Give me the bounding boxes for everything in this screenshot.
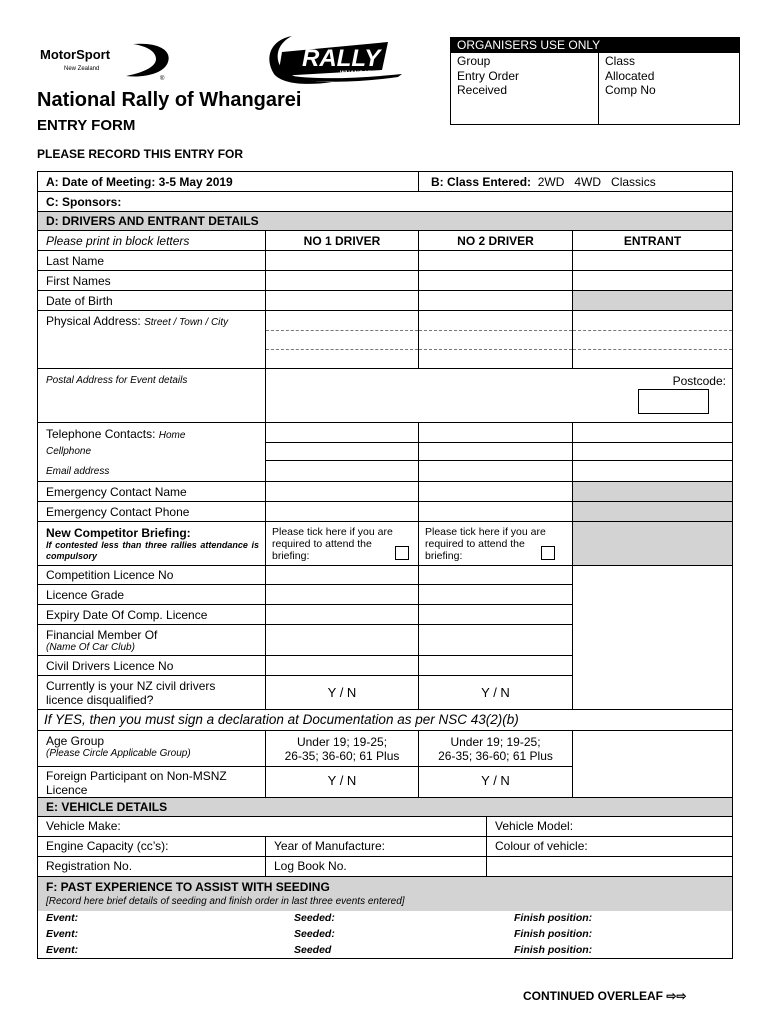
age-options-line1-driver1[interactable]: Under 19; 19-25; (296, 735, 388, 749)
expiry-driver1-field[interactable] (266, 605, 419, 625)
briefing-tick-text-driver1: Please tick here if you are required to attend the briefing: (272, 526, 393, 562)
section-d-heading: D: DRIVERS AND ENTRANT DETAILS (38, 212, 732, 231)
emergency-phone-entrant-greyed (573, 502, 732, 522)
engine-capacity-field[interactable] (38, 837, 266, 857)
logbook-label: Log Book No. (274, 859, 347, 873)
last-name-driver2-field[interactable] (419, 251, 573, 271)
foreign-yn-driver1[interactable]: Y / N (327, 773, 357, 788)
age-options-line1-driver2[interactable]: Under 19; 19-25; (450, 735, 541, 749)
year-label: Year of Manufacture: (274, 839, 385, 853)
date-of-meeting-label: A: Date of Meeting: 3-5 May 2019 (46, 175, 233, 189)
first-names-driver2-field[interactable] (419, 271, 573, 291)
disqualified-yn-driver2[interactable]: Y / N (481, 685, 510, 700)
section-f-heading: F: PAST EXPERIENCE TO ASSIST WITH SEEDING (46, 880, 330, 894)
phone-home-entrant-field[interactable] (573, 423, 732, 443)
email-entrant-field[interactable] (573, 461, 732, 482)
dob-entrant-greyed (573, 291, 732, 311)
civil-licence-driver1-field[interactable] (266, 656, 419, 676)
postcode-label: Postcode: (672, 374, 726, 388)
financial-member-driver1-field[interactable] (266, 625, 419, 656)
colour-field[interactable] (487, 837, 732, 857)
briefing-entrant-greyed (573, 522, 732, 566)
finish-label-1: Finish position: (514, 912, 593, 924)
colour-label: Colour of vehicle: (495, 839, 588, 853)
emergency-phone-driver1-field[interactable] (266, 502, 419, 522)
civil-licence-driver2-field[interactable] (419, 656, 573, 676)
org-comp-no-label: Comp No (605, 83, 656, 97)
email-driver2-field[interactable] (419, 461, 573, 482)
row-emergency-phone (38, 502, 732, 522)
address-driver1-field[interactable] (266, 311, 419, 369)
row-telephone-home (38, 423, 732, 443)
registered-mark: ® (160, 76, 165, 82)
org-entry-order-label: Entry Order (457, 68, 520, 83)
sponsors-label: C: Sponsors: (46, 195, 122, 209)
phone-home-driver1-field[interactable] (266, 423, 419, 443)
motorsport-logo-subtext: New Zealand (64, 66, 100, 72)
licence-grade-label: Licence Grade (46, 588, 125, 602)
row-licence-expiry (38, 605, 732, 625)
past-experience-rows[interactable] (38, 911, 732, 959)
org-received-label: Received (457, 83, 508, 97)
event-label-2: Event: (46, 928, 79, 940)
row-briefing (38, 522, 732, 566)
entry-form-table (37, 171, 733, 959)
organisers-left-fields (457, 54, 519, 98)
row-financial-member (38, 625, 732, 656)
dob-driver2-field[interactable] (419, 291, 573, 311)
last-name-driver1-field[interactable] (266, 251, 419, 271)
col-entrant: ENTRANT (623, 234, 682, 248)
row-licence-grade (38, 585, 732, 605)
registration-label: Registration No. (46, 859, 133, 873)
finish-label-3: Finish position: (514, 944, 593, 956)
row-emergency-name (38, 482, 732, 502)
row-postal-address (38, 369, 732, 423)
organisers-heading: ORGANISERS USE ONLY (451, 38, 739, 53)
home-label: Home (158, 430, 186, 441)
emergency-name-label: Emergency Contact Name (46, 485, 187, 499)
entry-instruction: PLEASE RECORD THIS ENTRY FOR (37, 147, 244, 161)
age-group-hint: (Please Circle Applicable Group) (46, 748, 191, 759)
expiry-label: Expiry Date Of Comp. Licence (46, 608, 208, 622)
seeded-label-1: Seeded: (294, 912, 335, 924)
licence-grade-driver2-field[interactable] (419, 585, 573, 605)
emergency-name-driver2-field[interactable] (419, 482, 573, 502)
rally-logo-subtext: WHANGAREI (340, 71, 378, 77)
col-no2-driver: NO 2 DRIVER (457, 234, 534, 248)
col-no1-driver: NO 1 DRIVER (303, 234, 381, 248)
vehicle-make-field[interactable] (38, 817, 487, 837)
cellphone-entrant-field[interactable] (573, 443, 732, 461)
telephone-label: Telephone Contacts: (46, 427, 156, 441)
motorsport-logo-text: MotorSport (40, 47, 111, 62)
row-column-headers (38, 231, 732, 251)
last-name-label: Last Name (46, 254, 105, 268)
sponsors-cell[interactable] (38, 192, 732, 212)
class-options[interactable]: 2WD 4WD Classics (537, 175, 656, 189)
form-subtitle: ENTRY FORM (37, 117, 136, 134)
seeded-label-3: Seeded (294, 944, 332, 956)
age-options-line2-driver2[interactable]: 26-35; 36-60; 61 Plus (438, 749, 553, 763)
section-f-note: [Record here brief details of seeding and finish order in last three events entered] (46, 896, 405, 907)
row-vehicle-make (38, 817, 732, 837)
postal-address-label: Postal Address for Event details (46, 375, 188, 386)
briefing-checkbox-driver2[interactable] (541, 546, 555, 560)
row-email (38, 461, 732, 482)
licence-no-label: Competition Licence No (46, 568, 174, 582)
row-sponsors[interactable] (38, 192, 732, 212)
licence-grade-driver1-field[interactable] (266, 585, 419, 605)
age-group-driver2[interactable] (419, 731, 573, 767)
date-of-meeting-cell (38, 172, 419, 192)
registration-field[interactable] (38, 857, 266, 877)
cellphone-driver2-field[interactable] (419, 443, 573, 461)
postal-address-field[interactable] (266, 369, 732, 423)
row-engine-year-colour (38, 837, 732, 857)
vehicle-model-label: Vehicle Model: (495, 819, 574, 833)
rally-logo-text: RALLY (302, 45, 381, 72)
motorsport-nz-logo (38, 40, 173, 82)
first-names-driver1-field[interactable] (266, 271, 419, 291)
row-disqualified (38, 676, 732, 710)
section-e-heading: E: VEHICLE DETAILS (38, 798, 732, 817)
address-entrant-field[interactable] (573, 311, 732, 369)
vehicle-model-field[interactable] (487, 817, 732, 837)
briefing-checkbox-driver1[interactable] (395, 546, 409, 560)
foreign-yn-driver2[interactable]: Y / N (481, 773, 510, 788)
licence-no-driver1-field[interactable] (266, 566, 419, 585)
last-name-entrant-field[interactable] (573, 251, 732, 271)
financial-member-driver2-field[interactable] (419, 625, 573, 656)
emergency-name-entrant-greyed (573, 482, 732, 502)
email-driver1-field[interactable] (266, 461, 419, 482)
row-cellphone (38, 443, 732, 461)
address-driver2-field[interactable] (419, 311, 573, 369)
class-entered-label: B: Class Entered: (431, 175, 532, 189)
civil-licence-label: Civil Drivers Licence No (46, 659, 174, 673)
expiry-driver2-field[interactable] (419, 605, 573, 625)
cellphone-driver1-field[interactable] (266, 443, 419, 461)
disqualified-label: Currently is your NZ civil drivers licence disqualified? (46, 679, 216, 707)
car-club-hint: (Name Of Car Club) (46, 642, 135, 653)
disqualified-yn-driver1[interactable]: Y / N (327, 685, 357, 700)
row-declaration (38, 710, 732, 731)
first-names-entrant-field[interactable] (573, 271, 732, 291)
age-group-driver1[interactable] (266, 731, 419, 767)
declaration-note: If YES, then you must sign a declaration at Documentation as per NSC 43(2)(b) (44, 712, 519, 727)
row-licence-no (38, 566, 732, 585)
licence-no-driver2-field[interactable] (419, 566, 573, 585)
engine-capacity-label: Engine Capacity (cc’s): (46, 839, 169, 853)
physical-address-label: Physical Address: (46, 314, 141, 328)
org-class-label: Class (605, 54, 636, 68)
foreign-participant-label: Foreign Participant on Non-MSNZ Licence (46, 769, 227, 797)
organisers-use-box (450, 37, 740, 125)
organisers-divider (598, 53, 599, 125)
age-group-label: Age Group (46, 734, 105, 748)
continued-overleaf: CONTINUED OVERLEAF ⇨⇨ (523, 989, 687, 1003)
vehicle-make-label: Vehicle Make: (46, 819, 121, 833)
dob-label: Date of Birth (46, 294, 113, 308)
financial-member-label: Financial Member Of (46, 628, 158, 642)
seeded-label-2: Seeded: (294, 928, 335, 940)
org-allocated-label: Allocated (605, 68, 655, 83)
postcode-input[interactable] (638, 389, 709, 414)
phone-home-driver2-field[interactable] (419, 423, 573, 443)
year-field[interactable] (266, 837, 487, 857)
row-last-name (38, 251, 732, 271)
rally-whangarei-logo (262, 30, 407, 88)
age-options-line2-driver1[interactable]: 26-35; 36-60; 61 Plus (284, 749, 400, 763)
logbook-field[interactable] (266, 857, 487, 877)
email-label: Email address (46, 466, 110, 477)
event-label-3: Event: (46, 944, 79, 956)
first-names-label: First Names (46, 274, 111, 288)
briefing-note: If contested less than three rallies attendance is compulsory (46, 540, 259, 561)
section-f-heading-block (38, 877, 732, 911)
row-date-class (38, 172, 732, 192)
cellphone-label: Cellphone (46, 446, 92, 457)
row-physical-address (38, 311, 732, 369)
row-civil-licence (38, 656, 732, 676)
briefing-tick-text-driver2: Please tick here if you are required to attend the briefing: (425, 526, 546, 562)
finish-label-2: Finish position: (514, 928, 593, 940)
page-title: National Rally of Whangarei (37, 89, 302, 111)
emergency-name-driver1-field[interactable] (266, 482, 419, 502)
row-age-group (38, 731, 732, 767)
row-foreign-participant (38, 767, 732, 798)
physical-address-hint: Street / Town / City (144, 317, 229, 328)
emergency-phone-driver2-field[interactable] (419, 502, 573, 522)
emergency-phone-label: Emergency Contact Phone (46, 505, 190, 519)
row-date-of-birth (38, 291, 732, 311)
dob-driver1-field[interactable] (266, 291, 419, 311)
row-registration-logbook (38, 857, 732, 877)
briefing-title: New Competitor Briefing: (46, 526, 191, 540)
org-group-label: Group (457, 54, 491, 68)
class-entered-cell[interactable] (419, 172, 732, 192)
row-first-names (38, 271, 732, 291)
organisers-right-fields (605, 54, 656, 98)
event-label-1: Event: (46, 912, 79, 924)
print-note: Please print in block letters (46, 234, 190, 248)
